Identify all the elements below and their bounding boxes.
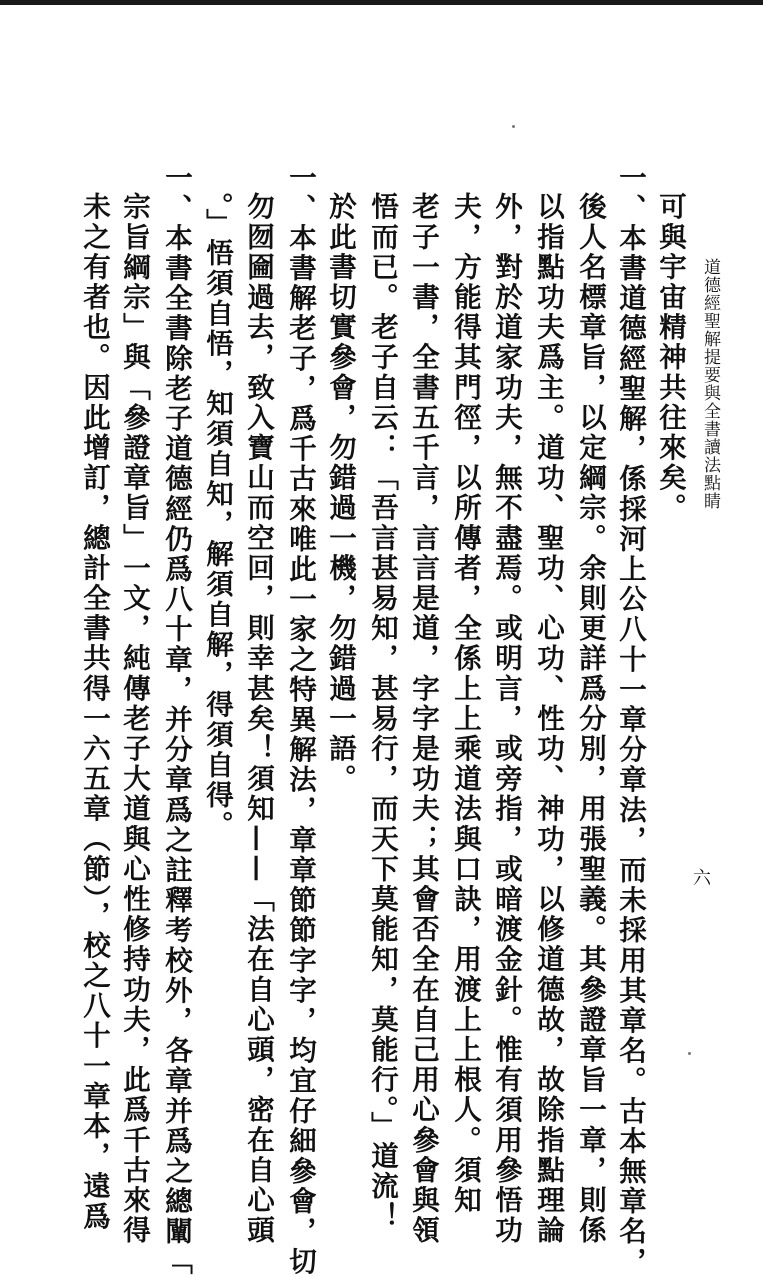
text-column: 夫，方能得其門徑，以所傳者，全係上上乘道法與口訣，用渡上上根人。須知	[449, 192, 481, 1216]
text-column: 可與宇宙精神共往來矣。	[654, 192, 686, 524]
running-title: 道德經聖解提要與全書讀法點睛	[700, 258, 720, 510]
scan-speck	[688, 1052, 691, 1055]
text-column: 老子一書，全書五千言，言言是道，字字是功夫；其會否全在自己用心參會與領	[407, 192, 439, 1246]
text-column: 宗旨綱宗」與「參證章旨」一文，純傳老子大道與心性修持功夫，此爲千古來得	[118, 192, 150, 1246]
text-column: 一、本書解老子，爲千古來唯此一家之特異解法，章章節節字字，均宜仔細參會，切	[284, 163, 316, 1277]
top-border-rule	[0, 0, 763, 5]
text-column: 於此書切實參會，勿錯過一機，勿錯過一語。	[324, 192, 356, 794]
text-column: 一、本書道德經聖解，係採河上公八十一章分章法，而未採用其章名。古本無章名，	[614, 163, 646, 1277]
text-column: 勿囫圇過去，致入寶山而空回，則幸甚矣！須知——「法在自心頭，密在自心頭	[242, 192, 274, 1246]
text-column: 悟而已。老子自云：「吾言甚易知，甚易行，而天下莫能知，莫能行。」道流！	[366, 192, 398, 1232]
text-column: 以指點功夫爲主。道功、聖功、心功、性功、神功，以修道德故，故除指點理論	[532, 192, 564, 1246]
text-column: 一、本書全書除老子道德經仍爲八十章，并分章爲之註釋考校外，各章并爲之總闡「	[160, 163, 192, 1277]
scan-speck	[512, 125, 515, 128]
page-number: 六	[690, 868, 711, 889]
text-column: 後人名標章旨，以定綱宗。余則更詳爲分別，用張聖義。其參證章旨一章，則係	[574, 192, 606, 1246]
text-column: 。」悟須自悟，知須自知，解須自解，得須自得。	[201, 192, 233, 841]
text-column: 未之有者也。因此增訂，總計全書共得一六五章（節），校之八十一章本，遠爲	[78, 192, 110, 1232]
text-column: 外，對於道家功夫，無不盡焉。或明言，或旁指，或暗渡金針。惟有須用參悟功	[490, 192, 522, 1246]
